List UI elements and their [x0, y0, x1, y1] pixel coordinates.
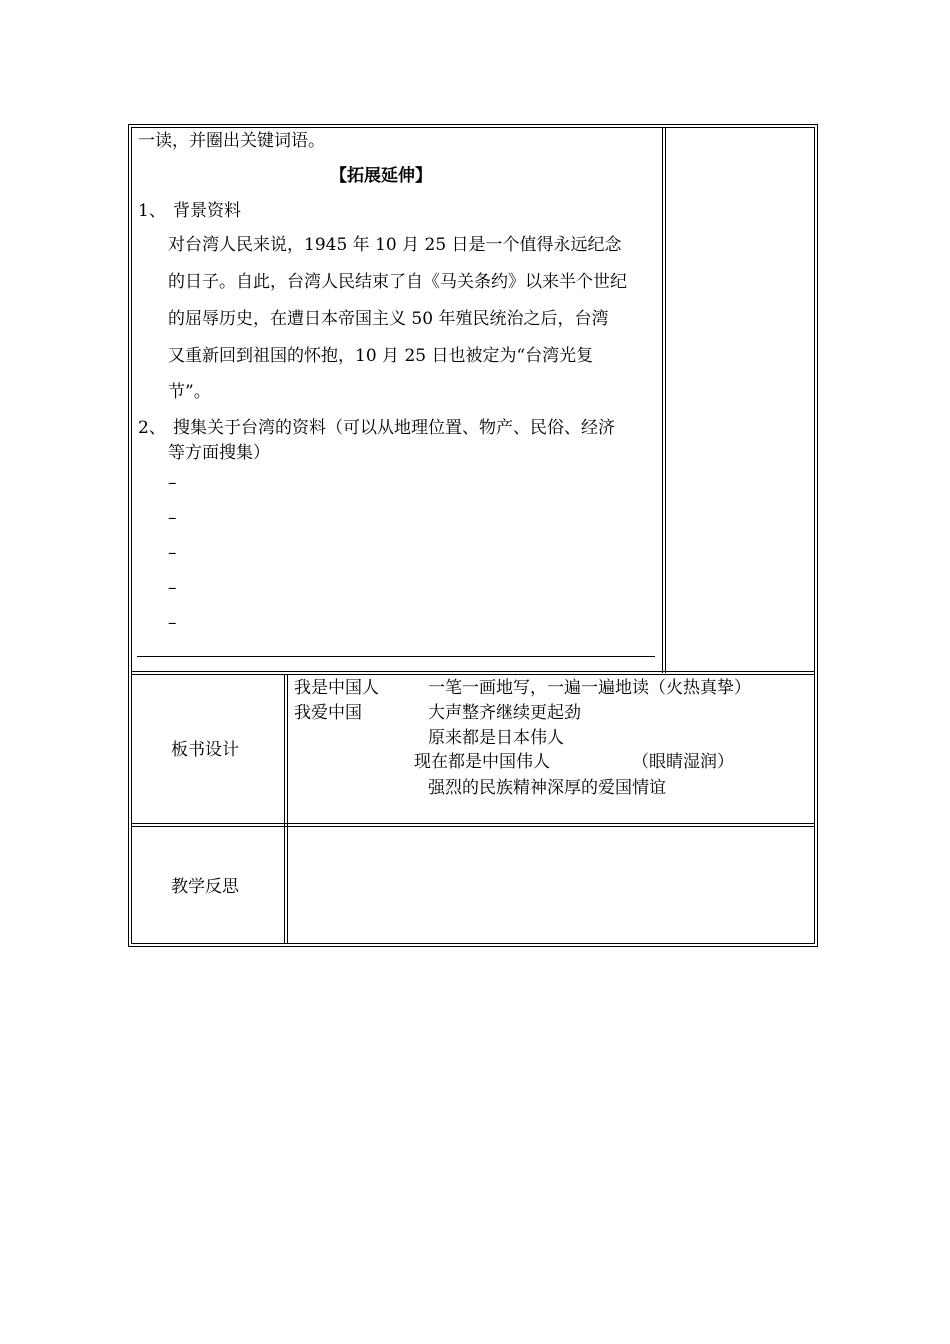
blank-mark: – — [168, 578, 177, 598]
answer-underline — [137, 656, 655, 657]
paragraph-line-3: 的屈辱历史，在遭日本帝国主义 50 年殖民统治之后，台湾 — [168, 309, 609, 329]
section-heading: 【拓展延伸】 — [330, 166, 432, 186]
board-design-label: 板书设计 — [171, 740, 239, 760]
board-line-5: 强烈的民族精神深厚的爱国情谊 — [428, 778, 666, 798]
paragraph-line-5: 节”。 — [168, 382, 211, 402]
paragraph-line-4: 又重新回到祖国的怀抱，10 月 25 日也被定为“台湾光复 — [168, 346, 594, 366]
item2-line-1: 搜集关于台湾的资料（可以从地理位置、物产、民俗、经济 — [173, 418, 615, 438]
reflection-content[interactable] — [296, 836, 806, 936]
reflection-label: 教学反思 — [171, 877, 239, 897]
blank-mark: – — [168, 613, 177, 633]
row-separator-1-inner — [131, 674, 815, 675]
row-separator-2 — [131, 823, 815, 824]
label-column-divider — [284, 674, 285, 944]
item1-title: 背景资料 — [173, 201, 241, 221]
item1-number: 1、 — [138, 201, 166, 221]
row-separator-1 — [131, 671, 815, 672]
intro-line: 一读，并圈出关键词语。 — [138, 131, 325, 151]
top-row-divider-inner — [665, 127, 666, 673]
label-column-divider-inner — [287, 674, 288, 944]
item2-number: 2、 — [138, 418, 166, 438]
item2-line-2: 等方面搜集） — [168, 443, 270, 463]
blank-mark: – — [168, 543, 177, 563]
board-line-1b: 一笔一画地写，一遍一遍地读（火热真挚） — [428, 678, 751, 698]
blank-mark: – — [168, 508, 177, 528]
board-line-4b: （眼睛湿润） — [632, 752, 734, 772]
blank-mark: – — [168, 473, 177, 493]
board-line-3: 原来都是日本伟人 — [428, 728, 564, 748]
row-separator-2-inner — [131, 826, 815, 827]
board-line-1a: 我是中国人 — [294, 678, 379, 698]
board-line-2b: 大声整齐继续更起劲 — [428, 703, 581, 723]
top-row-divider — [662, 127, 663, 673]
paragraph-line-1: 对台湾人民来说，1945 年 10 月 25 日是一个值得永远纪念 — [168, 235, 622, 255]
board-line-2a: 我爱中国 — [294, 703, 362, 723]
board-line-4a: 现在都是中国伟人 — [414, 752, 550, 772]
paragraph-line-2: 的日子。自此，台湾人民结束了自《马关条约》以来半个世纪 — [168, 272, 627, 292]
